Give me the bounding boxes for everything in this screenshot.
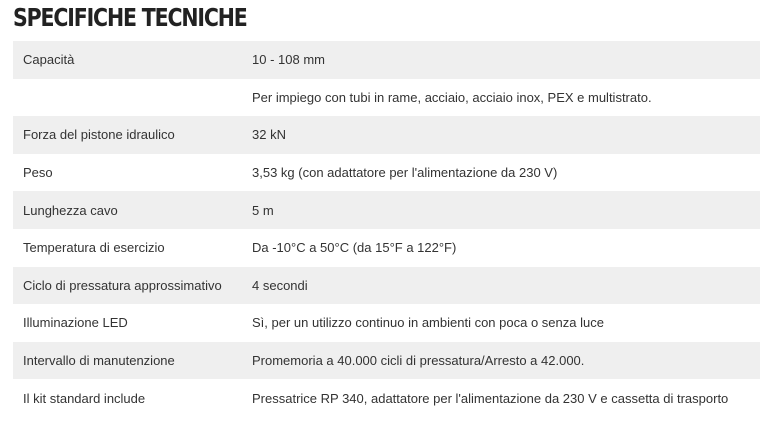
spec-label: Intervallo di manutenzione bbox=[13, 342, 252, 380]
spec-table bbox=[13, 41, 760, 417]
table-row bbox=[13, 229, 760, 267]
spec-value: 10 - 108 mm bbox=[252, 41, 760, 79]
spec-value: Sì, per un utilizzo continuo in ambienti con poca o senza luce bbox=[252, 304, 760, 342]
spec-value: 32 kN bbox=[252, 116, 760, 154]
spec-value: 4 secondi bbox=[252, 267, 760, 305]
spec-label bbox=[13, 79, 252, 117]
table-row bbox=[13, 304, 760, 342]
spec-label: Lunghezza cavo bbox=[13, 191, 252, 229]
table-row bbox=[13, 41, 760, 79]
spec-label: Forza del pistone idraulico bbox=[13, 116, 252, 154]
table-row bbox=[13, 342, 760, 380]
spec-label: Capacità bbox=[13, 41, 252, 79]
spec-label: Temperatura di esercizio bbox=[13, 229, 252, 267]
page-title: SPECIFICHE TECNICHE bbox=[13, 3, 247, 32]
spec-label: Il kit standard include bbox=[13, 379, 252, 417]
table-row bbox=[13, 116, 760, 154]
spec-label: Peso bbox=[13, 154, 252, 192]
spec-value: Da -10°C a 50°C (da 15°F a 122°F) bbox=[252, 229, 760, 267]
table-row bbox=[13, 191, 760, 229]
spec-value: Promemoria a 40.000 cicli di pressatura/Arresto a 42.000. bbox=[252, 342, 760, 380]
table-row bbox=[13, 79, 760, 117]
spec-value: Per impiego con tubi in rame, acciaio, acciaio inox, PEX e multistrato. bbox=[252, 79, 760, 117]
spec-value: Pressatrice RP 340, adattatore per l'alimentazione da 230 V e cassetta di trasporto bbox=[252, 379, 760, 417]
spec-value: 3,53 kg (con adattatore per l'alimentazione da 230 V) bbox=[252, 154, 760, 192]
spec-label: Illuminazione LED bbox=[13, 304, 252, 342]
table-row bbox=[13, 154, 760, 192]
table-row bbox=[13, 379, 760, 417]
table-row bbox=[13, 267, 760, 305]
spec-label: Ciclo di pressatura approssimativo bbox=[13, 267, 252, 305]
spec-value: 5 m bbox=[252, 191, 760, 229]
